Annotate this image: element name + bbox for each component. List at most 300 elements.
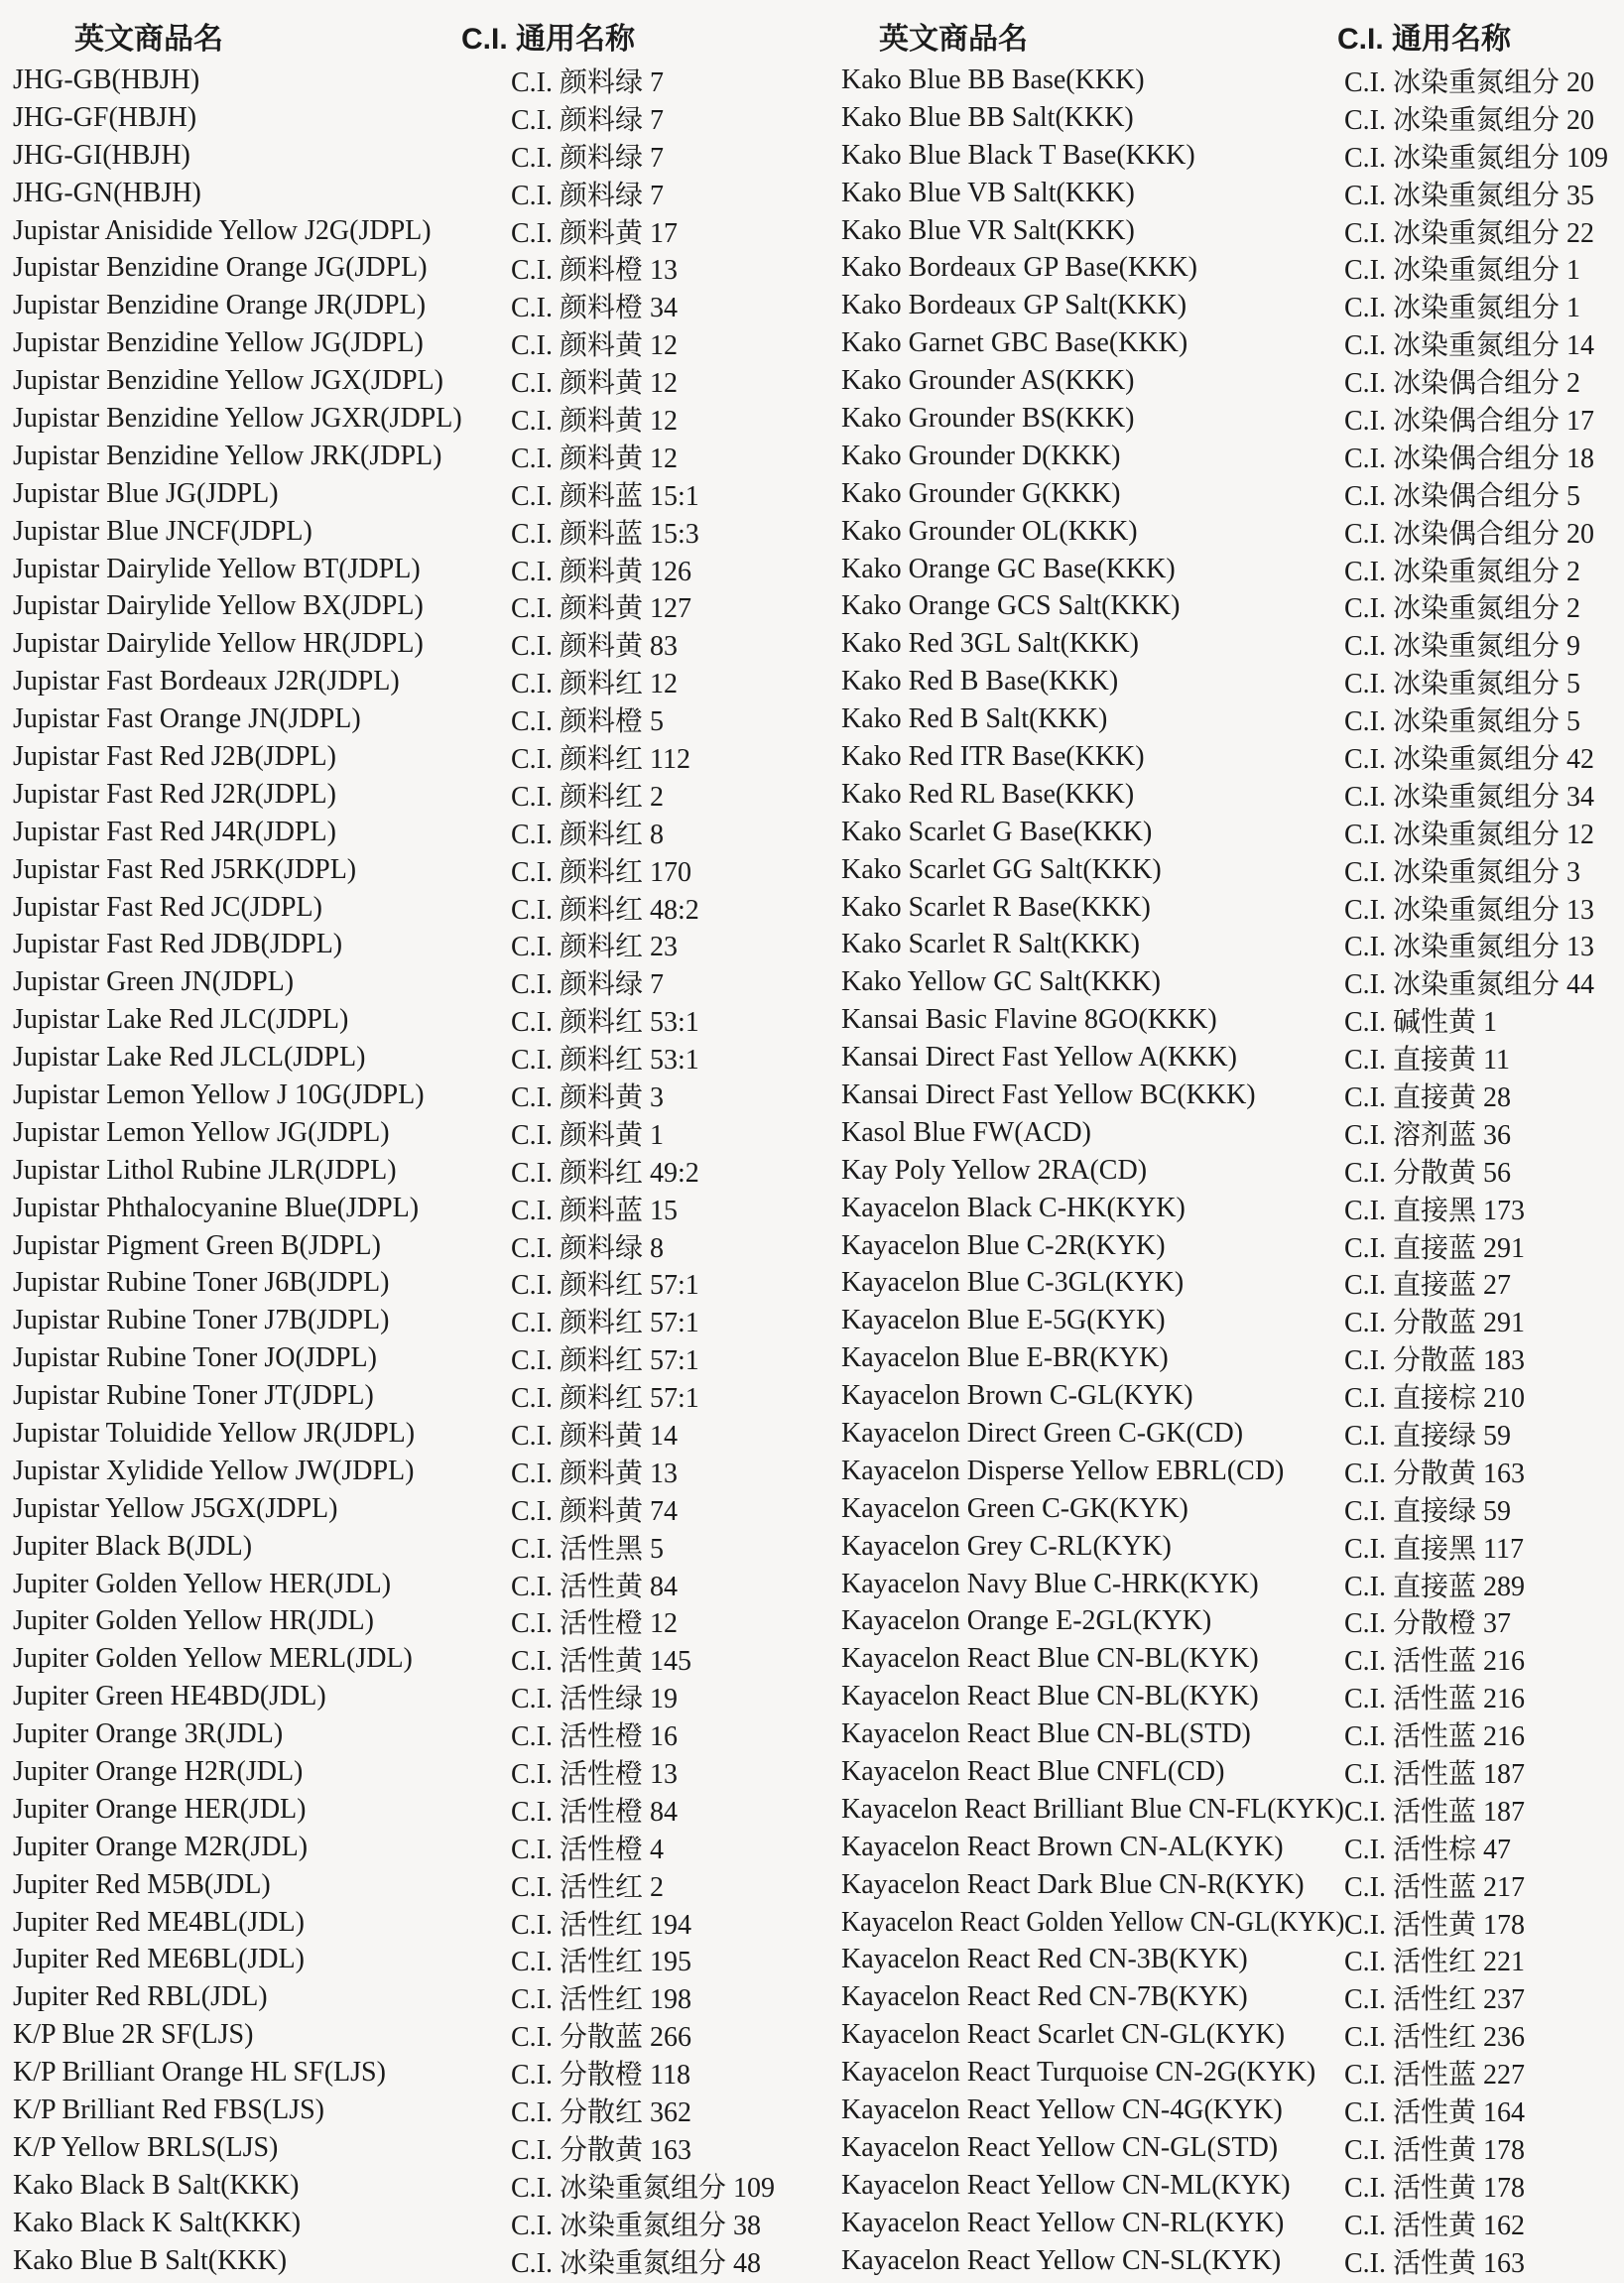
product-name-cell: Kayacelon Blue E-5G(KYK) <box>841 1305 1166 1336</box>
ci-name-cell: C.I. 颜料红 57:1 <box>511 1308 699 1339</box>
product-name-cell: Jupistar Rubine Toner JO(JDPL) <box>13 1342 377 1374</box>
table-row <box>0 1339 812 1377</box>
product-name-cell: Kako Red B Base(KKK) <box>841 666 1119 698</box>
table-row <box>812 1603 1624 1641</box>
product-name-cell: Kayacelon React Scarlet CN-GL(KYK) <box>841 2019 1286 2051</box>
table-row <box>0 1001 812 1039</box>
english-product-name-header: 英文商品名 <box>879 23 1028 56</box>
table-row <box>812 1265 1624 1303</box>
ci-name-cell: C.I. 活性红 237 <box>1344 1984 1526 2016</box>
product-name-cell: Kayacelon React Blue CN-BL(STD) <box>841 1718 1251 1750</box>
product-name-cell: Kayacelon React Yellow CN-RL(KYK) <box>841 2207 1285 2238</box>
ci-name-cell: C.I. 分散蓝 291 <box>1344 1308 1526 1339</box>
product-name-cell: Kayacelon React Yellow CN-SL(KYK) <box>841 2244 1282 2276</box>
product-name-cell: Kayacelon React Turquoise CN-2G(KYK) <box>841 2057 1316 2089</box>
table-row <box>812 1415 1624 1453</box>
table-row <box>0 1528 812 1566</box>
ci-name-cell: C.I. 分散黄 163 <box>1344 1458 1526 1489</box>
table-row <box>0 1978 812 2016</box>
ci-name-cell: C.I. 颜料红 53:1 <box>511 1045 699 1077</box>
ci-name-cell: C.I. 活性黄 178 <box>1344 1909 1526 1941</box>
ci-name-cell: C.I. 颜料红 8 <box>511 819 665 850</box>
product-name-cell: Kako Grounder G(KKK) <box>841 477 1121 509</box>
table-row <box>0 1715 812 1753</box>
table-row <box>0 1753 812 1791</box>
table-row <box>812 2129 1624 2167</box>
table-row <box>0 249 812 287</box>
table-row <box>812 1190 1624 1227</box>
ci-name-cell: C.I. 颜料黄 14 <box>511 1421 679 1453</box>
ci-name-cell: C.I. 颜料红 12 <box>511 669 679 700</box>
product-name-cell: Jupistar Rubine Toner JT(JDPL) <box>13 1380 374 1412</box>
product-name-cell: Jupistar Dairylide Yellow HR(JDPL) <box>13 628 424 660</box>
table-row <box>0 889 812 927</box>
table-row <box>0 1678 812 1715</box>
product-name-cell: Jupistar Lemon Yellow J 10G(JDPL) <box>13 1078 425 1110</box>
table-row <box>812 889 1624 927</box>
product-name-cell: Jupistar Phthalocyanine Blue(JDPL) <box>13 1192 420 1223</box>
ci-name-cell: C.I. 溶剂蓝 36 <box>1344 1119 1512 1151</box>
ci-name-cell: C.I. 颜料蓝 15:1 <box>511 480 699 512</box>
product-name-cell: Kako Red B Salt(KKK) <box>841 703 1108 735</box>
product-name-cell: Kayacelon Orange E-2GL(KYK) <box>841 1605 1212 1637</box>
ci-name-cell: C.I. 颜料黄 13 <box>511 1458 679 1489</box>
table-row <box>0 1302 812 1339</box>
ci-name-cell: C.I. 冰染重氮组分 38 <box>511 2210 762 2241</box>
table-row <box>0 1829 812 1866</box>
ci-name-cell: C.I. 颜料红 112 <box>511 743 690 775</box>
product-name-cell: Kayacelon React Red CN-7B(KYK) <box>841 1981 1248 2013</box>
table-row <box>812 1640 1624 1678</box>
table-row <box>0 963 812 1001</box>
table-row <box>812 249 1624 287</box>
ci-name-cell: C.I. 颜料黄 12 <box>511 330 679 362</box>
ci-name-cell: C.I. 冰染偶合组分 2 <box>1344 368 1581 400</box>
ci-name-cell: C.I. 直接黄 28 <box>1344 1082 1512 1113</box>
table-row <box>0 2054 812 2092</box>
table-row <box>0 663 812 700</box>
ci-name-cell: C.I. 颜料橙 34 <box>511 293 679 324</box>
ci-name-cell: C.I. 活性蓝 216 <box>1344 1646 1526 1678</box>
english-product-name-header: 英文商品名 <box>74 23 223 56</box>
table-row <box>812 963 1624 1001</box>
ci-name-cell: C.I. 冰染重氮组分 109 <box>1344 142 1609 174</box>
ci-name-cell: C.I. 分散黄 163 <box>511 2134 692 2166</box>
ci-name-cell: C.I. 颜料黄 12 <box>511 368 679 400</box>
table-row <box>0 738 812 776</box>
ci-name-cell: C.I. 冰染重氮组分 109 <box>511 2172 776 2204</box>
product-name-cell: Jupistar Green JN(JDPL) <box>13 966 295 998</box>
ci-name-cell: C.I. 颜料红 170 <box>511 856 692 888</box>
product-name-cell: Kako Blue B Salt(KKK) <box>13 2244 288 2276</box>
ci-name-cell: C.I. 颜料蓝 15 <box>511 1195 679 1226</box>
product-name-cell: Jupistar Benzidine Yellow JRK(JDPL) <box>13 440 442 471</box>
table-row <box>0 1265 812 1303</box>
ci-name-cell: C.I. 直接黄 11 <box>1344 1045 1510 1077</box>
product-name-cell: K/P Brilliant Red FBS(LJS) <box>13 2094 325 2126</box>
product-name-cell: Kako Red RL Base(KKK) <box>841 778 1135 810</box>
product-name-cell: Kako Bordeaux GP Base(KKK) <box>841 252 1197 284</box>
product-name-cell: Kako Blue Black T Base(KKK) <box>841 139 1195 171</box>
ci-name-cell: C.I. 颜料黄 3 <box>511 1082 665 1113</box>
ci-name-cell: C.I. 冰染重氮组分 1 <box>1344 293 1581 324</box>
table-row <box>812 287 1624 324</box>
table-row <box>0 2205 812 2242</box>
ci-name-cell: C.I. 分散黄 56 <box>1344 1157 1512 1189</box>
table-row <box>0 324 812 362</box>
table-row <box>0 851 812 889</box>
table-row <box>0 1453 812 1490</box>
ci-name-cell: C.I. 直接蓝 291 <box>1344 1232 1526 1264</box>
table-row <box>0 700 812 738</box>
product-name-cell: Jupiter Green HE4BD(JDL) <box>13 1681 326 1712</box>
table-row <box>812 1001 1624 1039</box>
product-name-cell: Kayacelon React Blue CN-BL(KYK) <box>841 1681 1259 1712</box>
ci-name-cell: C.I. 颜料黄 17 <box>511 217 679 249</box>
product-name-cell: Kayacelon React Golden Yellow CN-GL(KYK) <box>841 1906 1345 1938</box>
product-name-cell: Kako Scarlet R Salt(KKK) <box>841 929 1140 960</box>
table-row <box>0 1490 812 1528</box>
product-name-cell: Jupiter Black B(JDL) <box>13 1530 253 1562</box>
ci-name-cell: C.I. 直接蓝 27 <box>1344 1270 1512 1302</box>
product-name-cell: Jupiter Red RBL(JDL) <box>13 1981 268 2013</box>
product-name-cell: Jupistar Fast Red J5RK(JDPL) <box>13 853 357 885</box>
left-column-header <box>0 0 812 62</box>
ci-name-cell: C.I. 活性红 195 <box>511 1947 692 1978</box>
product-name-cell: Jupistar Fast Bordeaux J2R(JDPL) <box>13 666 400 698</box>
table-row <box>812 1715 1624 1753</box>
product-name-cell: Kako Orange GC Base(KKK) <box>841 553 1176 584</box>
ci-name-cell: C.I. 活性橙 12 <box>511 1608 679 1640</box>
table-row <box>812 1978 1624 2016</box>
ci-name-cell: C.I. 颜料红 53:1 <box>511 1007 699 1039</box>
table-row <box>812 1039 1624 1077</box>
ci-name-cell: C.I. 冰染重氮组分 2 <box>1344 593 1581 625</box>
ci-name-cell: C.I. 活性蓝 187 <box>1344 1759 1526 1791</box>
table-row <box>0 1377 812 1415</box>
product-name-cell: Jupistar Lithol Rubine JLR(JDPL) <box>13 1154 397 1186</box>
table-row <box>812 1302 1624 1339</box>
table-row <box>812 1678 1624 1715</box>
table-row <box>0 475 812 513</box>
ci-name-cell: C.I. 活性黄 84 <box>511 1571 679 1602</box>
product-name-cell: Jupistar Rubine Toner J6B(JDPL) <box>13 1267 390 1299</box>
ci-name-cell: C.I. 颜料蓝 15:3 <box>511 518 699 550</box>
table-row <box>812 700 1624 738</box>
right-column-rows <box>812 62 1624 2280</box>
product-name-cell: Jupiter Red M5B(JDL) <box>13 1868 271 1900</box>
table-row <box>812 814 1624 851</box>
product-name-cell: Jupistar Fast Red JC(JDPL) <box>13 891 322 923</box>
table-row <box>0 814 812 851</box>
table-row <box>0 2092 812 2129</box>
table-row <box>0 776 812 814</box>
product-name-cell: Jupistar Benzidine Orange JR(JDPL) <box>13 290 427 321</box>
ci-name-cell: C.I. 分散橙 118 <box>511 2060 690 2092</box>
product-name-cell: Kayacelon Blue C-2R(KYK) <box>841 1229 1166 1261</box>
ci-name-cell: C.I. 活性红 194 <box>511 1909 692 1941</box>
product-name-cell: Jupiter Golden Yellow MERL(JDL) <box>13 1643 413 1675</box>
product-name-cell: Kako Grounder BS(KKK) <box>841 402 1135 434</box>
table-row <box>812 212 1624 250</box>
table-row <box>0 175 812 212</box>
ci-name-cell: C.I. 活性黄 145 <box>511 1646 692 1678</box>
product-name-cell: Jupistar Fast Red JDB(JDPL) <box>13 929 343 960</box>
table-row <box>812 2167 1624 2205</box>
product-name-cell: Kayacelon React Red CN-3B(KYK) <box>841 1944 1248 1975</box>
product-name-cell: Jupistar Yellow J5GX(JDPL) <box>13 1492 338 1524</box>
ci-name-cell: C.I. 冰染重氮组分 2 <box>1344 556 1581 587</box>
ci-name-cell: C.I. 颜料红 48:2 <box>511 894 699 926</box>
product-name-cell: Jupistar Fast Orange JN(JDPL) <box>13 703 361 735</box>
ci-name-cell: C.I. 活性绿 19 <box>511 1684 679 1715</box>
product-name-cell: Kako Orange GCS Salt(KKK) <box>841 590 1181 622</box>
table-row <box>812 324 1624 362</box>
table-row <box>812 738 1624 776</box>
product-name-cell: Jupistar Fast Red J2B(JDPL) <box>13 740 336 772</box>
product-name-cell: Kayacelon React Brilliant Blue CN-FL(KYK) <box>841 1793 1344 1825</box>
table-row <box>812 1528 1624 1566</box>
ci-name-cell: C.I. 颜料绿 7 <box>511 104 665 136</box>
ci-name-cell: C.I. 冰染重氮组分 13 <box>1344 932 1595 963</box>
table-row <box>812 62 1624 99</box>
right-column <box>812 0 1624 2283</box>
table-row <box>812 851 1624 889</box>
table-row <box>812 2016 1624 2054</box>
table-row <box>0 1791 812 1829</box>
table-row <box>812 1077 1624 1114</box>
product-name-cell: Jupistar Anisidide Yellow J2G(JDPL) <box>13 214 432 246</box>
ci-name-cell: C.I. 颜料绿 7 <box>511 142 665 174</box>
table-row <box>0 99 812 137</box>
ci-name-cell: C.I. 活性红 221 <box>1344 1947 1526 1978</box>
product-name-cell: Kayacelon React Yellow CN-4G(KYK) <box>841 2094 1283 2126</box>
table-row <box>0 62 812 99</box>
product-name-cell: JHG-GF(HBJH) <box>13 101 197 133</box>
ci-name-cell: C.I. 活性橙 16 <box>511 1721 679 1753</box>
ci-name-cell: C.I. 直接黑 117 <box>1344 1533 1524 1565</box>
product-name-cell: Jupistar Fast Red J2R(JDPL) <box>13 778 336 810</box>
ci-name-cell: C.I. 分散蓝 183 <box>1344 1345 1526 1377</box>
ci-name-cell: C.I. 直接蓝 289 <box>1344 1571 1526 1602</box>
ci-name-cell: C.I. 直接黑 173 <box>1344 1195 1526 1226</box>
ci-name-cell: C.I. 活性橙 13 <box>511 1759 679 1791</box>
table-row <box>812 2242 1624 2280</box>
product-name-cell: Jupiter Orange HER(JDL) <box>13 1793 307 1825</box>
table-row <box>812 2054 1624 2092</box>
product-name-cell: Kayacelon Direct Green C-GK(CD) <box>841 1418 1244 1449</box>
table-row <box>0 926 812 963</box>
product-name-cell: Kako Black K Salt(KKK) <box>13 2207 302 2238</box>
product-name-cell: Kansai Direct Fast Yellow A(KKK) <box>841 1042 1237 1074</box>
product-name-cell: Kako Yellow GC Salt(KKK) <box>841 966 1161 998</box>
table-row <box>0 1603 812 1641</box>
product-name-cell: Jupistar Lemon Yellow JG(JDPL) <box>13 1116 390 1148</box>
ci-name-cell: C.I. 冰染重氮组分 34 <box>1344 781 1595 813</box>
ci-name-cell: C.I. 颜料黄 12 <box>511 405 679 437</box>
product-name-cell: Jupistar Blue JNCF(JDPL) <box>13 515 312 547</box>
product-name-cell: Jupiter Red ME6BL(JDL) <box>13 1944 305 1975</box>
ci-name-cell: C.I. 活性黄 178 <box>1344 2134 1526 2166</box>
ci-name-cell: C.I. 颜料红 49:2 <box>511 1157 699 1189</box>
table-row <box>0 137 812 175</box>
table-row <box>0 2016 812 2054</box>
product-name-cell: Kansai Basic Flavine 8GO(KKK) <box>841 1004 1217 1036</box>
product-name-cell: JHG-GB(HBJH) <box>13 63 200 95</box>
ci-name-cell: C.I. 分散红 362 <box>511 2097 692 2129</box>
product-name-cell: Jupistar Benzidine Yellow JG(JDPL) <box>13 327 424 359</box>
ci-name-cell: C.I. 活性黄 178 <box>1344 2172 1526 2204</box>
product-name-cell: Jupistar Lake Red JLCL(JDPL) <box>13 1042 366 1074</box>
product-name-cell: K/P Yellow BRLS(LJS) <box>13 2131 279 2163</box>
product-name-cell: Jupistar Xylidide Yellow JW(JDPL) <box>13 1455 415 1486</box>
ci-name-cell: C.I. 颜料红 57:1 <box>511 1383 699 1415</box>
table-row <box>0 1227 812 1265</box>
table-row <box>0 1566 812 1603</box>
product-name-cell: Kako Blue BB Base(KKK) <box>841 63 1145 95</box>
product-name-cell: Kasol Blue FW(ACD) <box>841 1116 1091 1148</box>
table-row <box>0 1039 812 1077</box>
product-name-cell: Jupistar Pigment Green B(JDPL) <box>13 1229 381 1261</box>
product-name-cell: Jupistar Benzidine Orange JG(JDPL) <box>13 252 428 284</box>
ci-name-cell: C.I. 颜料绿 8 <box>511 1232 665 1264</box>
ci-generic-name-header: C.I. 通用名称 <box>1337 23 1512 56</box>
table-row <box>0 2129 812 2167</box>
product-name-cell: Kayacelon Black C-HK(KYK) <box>841 1192 1186 1223</box>
table-row <box>0 551 812 588</box>
table-row <box>0 287 812 324</box>
product-name-cell: Kako Blue BB Salt(KKK) <box>841 101 1134 133</box>
ci-name-cell: C.I. 直接棕 210 <box>1344 1383 1526 1415</box>
table-row <box>812 2205 1624 2242</box>
ci-name-cell: C.I. 分散橙 37 <box>1344 1608 1512 1640</box>
table-row <box>0 1190 812 1227</box>
table-row <box>0 2167 812 2205</box>
ci-generic-name-header: C.I. 通用名称 <box>461 23 636 56</box>
product-name-cell: Jupiter Orange 3R(JDL) <box>13 1718 284 1750</box>
table-row <box>812 99 1624 137</box>
ci-name-cell: C.I. 颜料黄 127 <box>511 593 692 625</box>
ci-name-cell: C.I. 冰染重氮组分 20 <box>1344 104 1595 136</box>
table-row <box>812 400 1624 438</box>
product-name-cell: Jupiter Orange H2R(JDL) <box>13 1756 304 1788</box>
table-row <box>812 1114 1624 1152</box>
ci-name-cell: C.I. 冰染重氮组分 35 <box>1344 180 1595 211</box>
table-row <box>0 438 812 475</box>
table-row <box>812 1866 1624 1904</box>
ci-name-cell: C.I. 活性蓝 227 <box>1344 2060 1526 2092</box>
product-name-cell: Jupistar Benzidine Yellow JGXR(JDPL) <box>13 402 462 434</box>
product-name-cell: Kako Grounder AS(KKK) <box>841 365 1135 397</box>
table-row <box>812 1791 1624 1829</box>
product-name-cell: Kayacelon Green C-GK(KYK) <box>841 1492 1188 1524</box>
table-row <box>812 1490 1624 1528</box>
table-row <box>812 1904 1624 1942</box>
table-row <box>812 1227 1624 1265</box>
product-name-cell: Kayacelon React Dark Blue CN-R(KYK) <box>841 1868 1305 1900</box>
product-name-cell: Kako Blue VR Salt(KKK) <box>841 214 1135 246</box>
table-row <box>812 1829 1624 1866</box>
ci-name-cell: C.I. 冰染重氮组分 22 <box>1344 217 1595 249</box>
ci-name-cell: C.I. 冰染重氮组分 12 <box>1344 819 1595 850</box>
table-row <box>812 663 1624 700</box>
table-row <box>812 137 1624 175</box>
ci-name-cell: C.I. 碱性黄 1 <box>1344 1007 1498 1039</box>
ci-name-cell: C.I. 颜料橙 13 <box>511 255 679 287</box>
ci-name-cell: C.I. 颜料红 2 <box>511 781 665 813</box>
product-name-cell: JHG-GI(HBJH) <box>13 139 190 171</box>
ci-name-cell: C.I. 颜料黄 12 <box>511 443 679 474</box>
ci-name-cell: C.I. 颜料红 57:1 <box>511 1270 699 1302</box>
ci-name-cell: C.I. 分散蓝 266 <box>511 2022 692 2054</box>
ci-name-cell: C.I. 颜料绿 7 <box>511 66 665 98</box>
table-row <box>812 1753 1624 1791</box>
product-name-cell: Kayacelon React Brown CN-AL(KYK) <box>841 1831 1284 1862</box>
ci-name-cell: C.I. 冰染重氮组分 1 <box>1344 255 1581 287</box>
ci-name-cell: C.I. 冰染重氮组分 20 <box>1344 66 1595 98</box>
ci-name-cell: C.I. 冰染重氮组分 48 <box>511 2247 762 2279</box>
table-row <box>0 625 812 663</box>
product-name-cell: Kako Blue VB Salt(KKK) <box>841 177 1135 208</box>
product-name-cell: Kayacelon Blue E-BR(KYK) <box>841 1342 1169 1374</box>
product-name-cell: Kayacelon React Blue CNFL(CD) <box>841 1756 1225 1788</box>
ci-name-cell: C.I. 冰染重氮组分 5 <box>1344 669 1581 700</box>
table-row <box>0 2242 812 2280</box>
product-name-cell: Kansai Direct Fast Yellow BC(KKK) <box>841 1078 1256 1110</box>
ci-name-cell: C.I. 活性橙 84 <box>511 1796 679 1828</box>
product-name-cell: Kay Poly Yellow 2RA(CD) <box>841 1154 1148 1186</box>
table-row <box>812 2092 1624 2129</box>
product-name-cell: Kako Bordeaux GP Salt(KKK) <box>841 290 1187 321</box>
table-row <box>0 212 812 250</box>
ci-name-cell: C.I. 颜料黄 1 <box>511 1119 665 1151</box>
table-row <box>812 1566 1624 1603</box>
ci-name-cell: C.I. 颜料红 57:1 <box>511 1345 699 1377</box>
ci-name-cell: C.I. 颜料绿 7 <box>511 180 665 211</box>
product-name-cell: Kako Scarlet R Base(KKK) <box>841 891 1151 923</box>
product-name-cell: Jupistar Dairylide Yellow BT(JDPL) <box>13 553 421 584</box>
product-name-cell: Kako Red ITR Base(KKK) <box>841 740 1145 772</box>
product-name-cell: Kayacelon React Yellow CN-ML(KYK) <box>841 2169 1291 2201</box>
table-row <box>812 551 1624 588</box>
product-name-cell: Jupiter Orange M2R(JDL) <box>13 1831 309 1862</box>
table-row <box>0 1077 812 1114</box>
table-row <box>812 1453 1624 1490</box>
product-name-cell: Jupistar Lake Red JLC(JDPL) <box>13 1004 349 1036</box>
product-name-cell: Jupistar Benzidine Yellow JGX(JDPL) <box>13 365 443 397</box>
ci-name-cell: C.I. 活性棕 47 <box>1344 1834 1512 1865</box>
product-name-cell: K/P Blue 2R SF(LJS) <box>13 2019 254 2051</box>
ci-name-cell: C.I. 颜料橙 5 <box>511 706 665 738</box>
ci-name-cell: C.I. 颜料黄 74 <box>511 1495 679 1527</box>
ci-name-cell: C.I. 颜料红 23 <box>511 932 679 963</box>
table-row <box>812 1339 1624 1377</box>
right-column-header <box>812 0 1624 62</box>
table-row <box>0 362 812 400</box>
left-column-rows <box>0 62 812 2280</box>
ci-name-cell: C.I. 活性蓝 216 <box>1344 1684 1526 1715</box>
product-name-cell: JHG-GN(HBJH) <box>13 177 201 208</box>
table-row <box>812 587 1624 625</box>
product-name-cell: Kayacelon Disperse Yellow EBRL(CD) <box>841 1455 1285 1486</box>
table-row <box>812 175 1624 212</box>
product-name-cell: Jupistar Toluidide Yellow JR(JDPL) <box>13 1418 416 1449</box>
product-name-cell: Jupiter Golden Yellow HER(JDL) <box>13 1568 392 1599</box>
product-name-cell: Kako Garnet GBC Base(KKK) <box>841 327 1188 359</box>
ci-name-cell: C.I. 活性黄 163 <box>1344 2247 1526 2279</box>
table-row <box>0 1942 812 1979</box>
ci-name-cell: C.I. 活性橙 4 <box>511 1834 665 1865</box>
